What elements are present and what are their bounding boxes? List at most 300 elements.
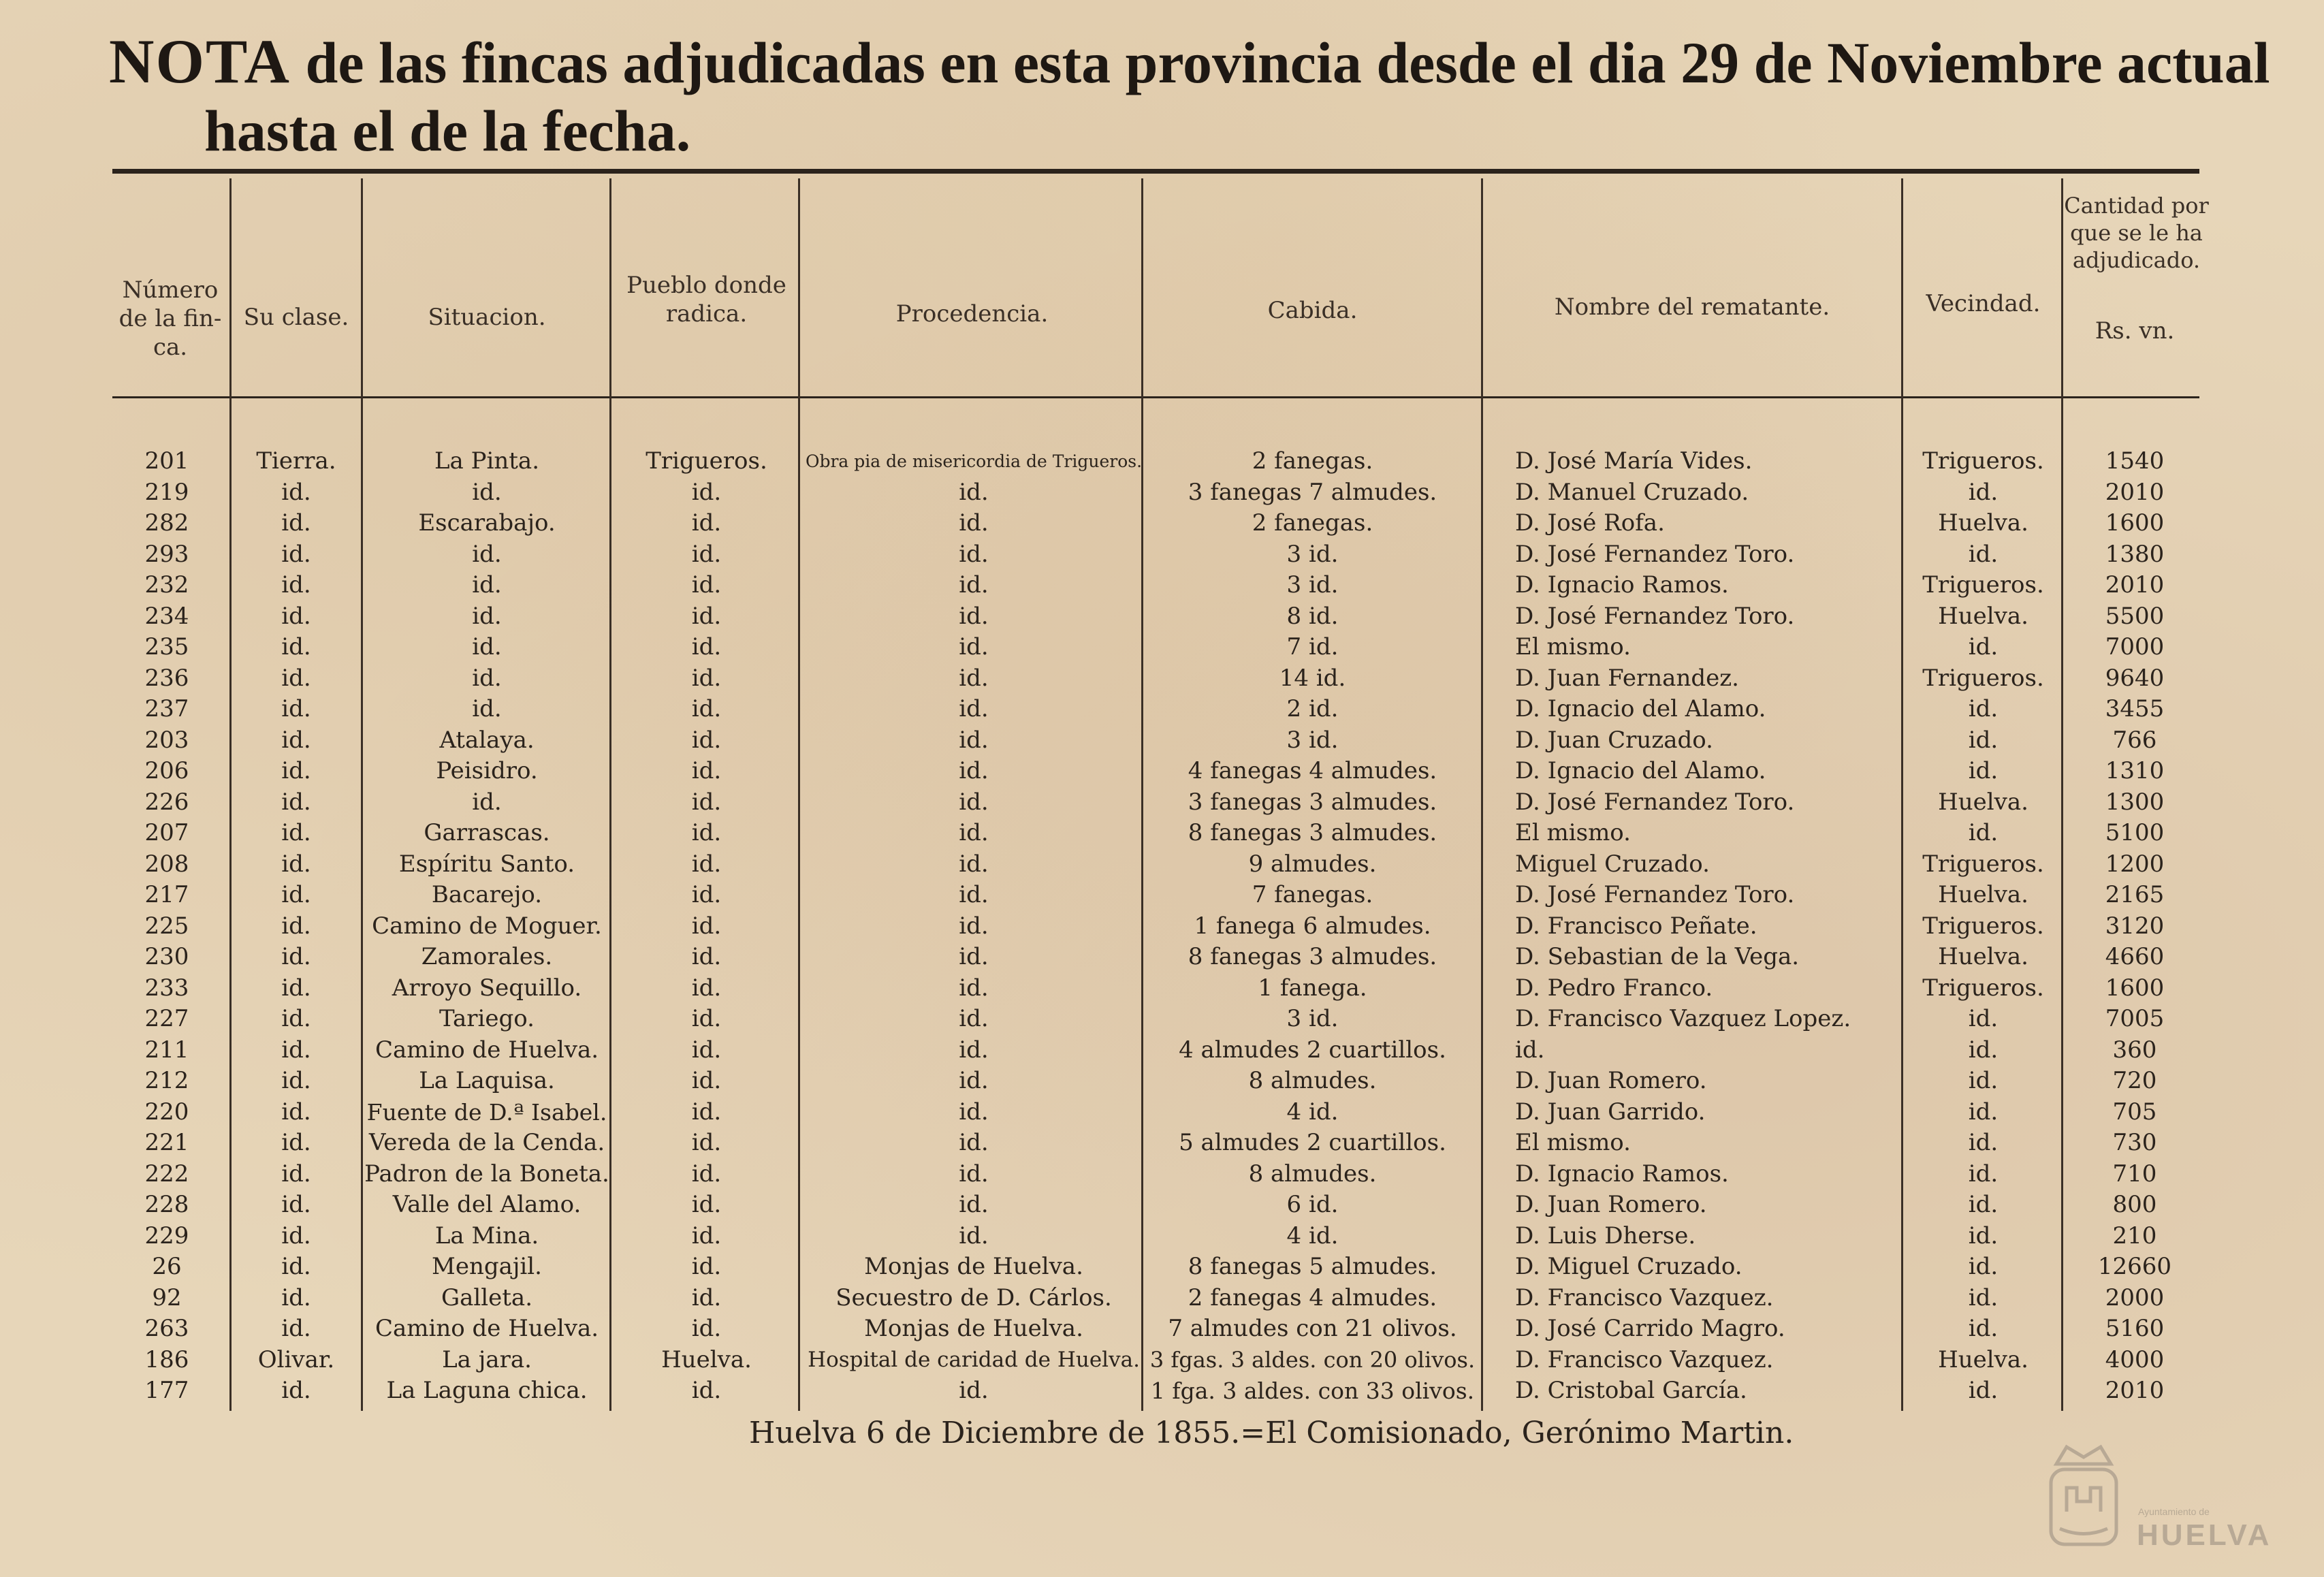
- finca-number: 293: [144, 540, 189, 568]
- finca-cantidad: 710: [2112, 1160, 2157, 1188]
- finca-number: 229: [144, 1222, 189, 1249]
- finca-number: 186: [144, 1345, 189, 1373]
- finca-clase: id.: [281, 695, 311, 722]
- finca-cantidad: 7000: [2105, 633, 2165, 660]
- finca-procedencia: id.: [959, 1129, 989, 1156]
- finca-cabida: 3 id.: [1286, 726, 1339, 754]
- finca-cantidad: 800: [2112, 1191, 2157, 1218]
- finca-number: 220: [144, 1098, 189, 1126]
- table-row: [0, 849, 2324, 880]
- finca-procedencia: id.: [959, 633, 989, 660]
- finca-cantidad: 5500: [2105, 602, 2165, 630]
- finca-situacion: Camino de Moguer.: [372, 912, 602, 940]
- finca-procedencia: id.: [959, 819, 989, 846]
- finca-number: 92: [152, 1284, 182, 1311]
- finca-situacion: Camino de Huelva.: [375, 1315, 599, 1342]
- finca-cantidad: 1310: [2105, 757, 2165, 784]
- finca-cantidad: 2010: [2105, 571, 2165, 599]
- finca-cabida: 4 fanegas 4 almudes.: [1188, 757, 1437, 784]
- finca-pueblo: id.: [691, 1067, 722, 1094]
- finca-clase: id.: [281, 1315, 311, 1342]
- finca-procedencia: id.: [959, 509, 989, 537]
- seal-small-text: Ayuntamiento de: [2138, 1506, 2210, 1517]
- finca-procedencia: id.: [959, 974, 989, 1002]
- finca-pueblo: id.: [691, 1222, 722, 1249]
- finca-cabida: 3 id.: [1286, 540, 1339, 568]
- finca-number: 263: [144, 1315, 189, 1342]
- finca-rematante: D. Juan Romero.: [1515, 1191, 1707, 1218]
- finca-situacion: Bacarejo.: [431, 881, 543, 908]
- finca-vecindad: Huelva.: [1938, 1345, 2028, 1373]
- finca-rematante: D. Francisco Peñate.: [1515, 912, 1757, 940]
- finca-cabida: 6 id.: [1286, 1191, 1339, 1218]
- table-row: [0, 1345, 2324, 1375]
- finca-procedencia: id.: [959, 1160, 989, 1188]
- finca-vecindad: Huelva.: [1938, 943, 2028, 970]
- finca-vecindad: Huelva.: [1938, 602, 2028, 630]
- finca-cantidad: 3120: [2105, 912, 2165, 940]
- table-row: [0, 1252, 2324, 1282]
- finca-number: 203: [144, 726, 189, 754]
- finca-pueblo: id.: [691, 1377, 722, 1404]
- finca-number: 236: [144, 664, 189, 692]
- finca-procedencia: id.: [959, 478, 989, 506]
- finca-situacion: La Pinta.: [434, 447, 540, 475]
- finca-number: 235: [144, 633, 189, 660]
- finca-procedencia: id.: [959, 1222, 989, 1249]
- finca-number: 226: [144, 788, 189, 816]
- finca-clase: Olivar.: [257, 1345, 335, 1373]
- finca-vecindad: Huelva.: [1938, 509, 2028, 537]
- finca-clase: id.: [281, 664, 311, 692]
- finca-vecindad: id.: [1968, 1377, 1999, 1404]
- header-bottom-rule: [112, 396, 2199, 398]
- table-row: [0, 942, 2324, 972]
- finca-cantidad: 2010: [2105, 1377, 2165, 1404]
- header-unidad: Rs. vn.: [2095, 317, 2175, 345]
- finca-rematante: D. Juan Romero.: [1515, 1067, 1707, 1094]
- finca-situacion: id.: [472, 602, 502, 630]
- finca-cabida: 7 fanegas.: [1252, 881, 1373, 908]
- finca-situacion: Vereda de la Cenda.: [368, 1129, 605, 1156]
- finca-number: 26: [152, 1253, 182, 1280]
- finca-pueblo: id.: [691, 695, 722, 722]
- finca-pueblo: id.: [691, 509, 722, 537]
- title-bold-word: NOTA: [109, 27, 291, 96]
- finca-rematante: D. Cristobal García.: [1515, 1377, 1747, 1404]
- finca-cantidad: 2010: [2105, 478, 2165, 506]
- finca-cabida: 3 fgas. 3 aldes. con 20 olivos.: [1149, 1346, 1476, 1373]
- header-situacion: Situacion.: [428, 304, 546, 331]
- finca-cantidad: 4660: [2105, 943, 2165, 970]
- header-numero: Número de la fin-ca.: [118, 276, 222, 361]
- finca-clase: id.: [281, 788, 311, 816]
- table-row: [0, 973, 2324, 1004]
- finca-procedencia: id.: [959, 664, 989, 692]
- finca-number: 219: [144, 478, 189, 506]
- finca-situacion: Espíritu Santo.: [398, 850, 575, 878]
- finca-number: 211: [144, 1036, 189, 1064]
- finca-cabida: 4 id.: [1286, 1222, 1339, 1249]
- finca-situacion: id.: [472, 695, 502, 722]
- finca-situacion: id.: [472, 540, 502, 568]
- finca-rematante: Miguel Cruzado.: [1515, 850, 1710, 878]
- finca-pueblo: id.: [691, 726, 722, 754]
- finca-clase: id.: [281, 974, 311, 1002]
- finca-rematante: D. José Fernandez Toro.: [1515, 602, 1795, 630]
- finca-rematante: D. José Carrido Magro.: [1515, 1315, 1785, 1342]
- finca-cabida: 2 fanegas.: [1252, 447, 1373, 475]
- finca-vecindad: id.: [1968, 1315, 1999, 1342]
- finca-cabida: 7 almudes con 21 olivos.: [1168, 1315, 1457, 1342]
- finca-procedencia: id.: [959, 726, 989, 754]
- finca-vecindad: Huelva.: [1938, 881, 2028, 908]
- finca-number: 233: [144, 974, 189, 1002]
- finca-situacion: Garrascas.: [424, 819, 550, 846]
- finca-pueblo: id.: [691, 1160, 722, 1188]
- finca-cabida: 8 fanegas 3 almudes.: [1188, 943, 1437, 970]
- finca-cabida: 4 id.: [1286, 1098, 1339, 1126]
- finca-cabida: 1 fanega.: [1258, 974, 1367, 1002]
- finca-clase: id.: [281, 1129, 311, 1156]
- finca-procedencia: id.: [959, 881, 989, 908]
- finca-pueblo: id.: [691, 1005, 722, 1032]
- finca-situacion: Fuente de D.ª Isabel.: [366, 1098, 607, 1126]
- finca-pueblo: id.: [691, 1036, 722, 1064]
- finca-number: 208: [144, 850, 189, 878]
- finca-rematante: El mismo.: [1515, 819, 1631, 846]
- finca-cantidad: 360: [2112, 1036, 2157, 1064]
- finca-rematante: D. Ignacio Ramos.: [1515, 571, 1729, 599]
- finca-rematante: D. Pedro Franco.: [1515, 974, 1713, 1002]
- finca-clase: id.: [281, 571, 311, 599]
- finca-cantidad: 1600: [2105, 974, 2165, 1002]
- finca-vecindad: Huelva.: [1938, 788, 2028, 816]
- finca-rematante: D. Juan Fernandez.: [1515, 664, 1739, 692]
- finca-situacion: La jara.: [442, 1345, 532, 1373]
- finca-cabida: 8 fanegas 5 almudes.: [1188, 1253, 1437, 1280]
- finca-cabida: 2 id.: [1286, 695, 1339, 722]
- finca-number: 225: [144, 912, 189, 940]
- finca-clase: id.: [281, 943, 311, 970]
- finca-number: 237: [144, 695, 189, 722]
- table-row: [0, 1313, 2324, 1344]
- finca-pueblo: id.: [691, 788, 722, 816]
- finca-cabida: 3 id.: [1286, 1005, 1339, 1032]
- finca-vecindad: id.: [1968, 1005, 1999, 1032]
- finca-pueblo: id.: [691, 943, 722, 970]
- finca-number: 232: [144, 571, 189, 599]
- finca-rematante: D. Luis Dherse.: [1515, 1222, 1696, 1249]
- header-procedencia: Procedencia.: [895, 300, 1049, 328]
- finca-cantidad: 720: [2112, 1067, 2157, 1094]
- finca-pueblo: id.: [691, 571, 722, 599]
- table-row: [0, 818, 2324, 848]
- finca-cantidad: 5100: [2105, 819, 2165, 846]
- finca-clase: id.: [281, 1284, 311, 1311]
- finca-vecindad: id.: [1968, 540, 1999, 568]
- finca-situacion: La Laguna chica.: [386, 1377, 588, 1404]
- finca-pueblo: id.: [691, 1284, 722, 1311]
- title-line-2: hasta el de la fecha.: [204, 98, 691, 163]
- finca-vecindad: id.: [1968, 1191, 1999, 1218]
- table-row: [0, 539, 2324, 570]
- finca-procedencia: id.: [959, 912, 989, 940]
- seal-big-text: HUELVA: [2137, 1518, 2272, 1552]
- finca-rematante: D. Francisco Vazquez.: [1515, 1284, 1774, 1311]
- table-row: [0, 1004, 2324, 1034]
- finca-pueblo: id.: [691, 912, 722, 940]
- header-nombre: Nombre del rematante.: [1554, 293, 1830, 321]
- table-row: [0, 508, 2324, 539]
- finca-number: 206: [144, 757, 189, 784]
- finca-pueblo: id.: [691, 1191, 722, 1218]
- finca-clase: id.: [281, 1377, 311, 1404]
- header-pueblo: Pueblo donde radica.: [626, 272, 786, 328]
- finca-procedencia: id.: [959, 571, 989, 599]
- finca-clase: id.: [281, 509, 311, 537]
- adjudications-table: [0, 446, 2324, 1427]
- finca-situacion: Escarabajo.: [418, 509, 556, 537]
- finca-pueblo: id.: [691, 540, 722, 568]
- finca-situacion: id.: [472, 478, 502, 506]
- finca-rematante: D. José Rofa.: [1515, 509, 1665, 537]
- finca-pueblo: id.: [691, 664, 722, 692]
- finca-number: 221: [144, 1129, 189, 1156]
- header-cantidad: Cantidad por que se le ha adjudicado.: [2064, 193, 2209, 273]
- table-row: [0, 601, 2324, 632]
- table-row: [0, 446, 2324, 477]
- finca-pueblo: id.: [691, 478, 722, 506]
- finca-clase: id.: [281, 1005, 311, 1032]
- finca-procedencia: id.: [959, 695, 989, 722]
- finca-vecindad: id.: [1968, 1036, 1999, 1064]
- finca-rematante: El mismo.: [1515, 633, 1631, 660]
- finca-number: 234: [144, 602, 189, 630]
- finca-pueblo: id.: [691, 1253, 722, 1280]
- finca-vecindad: id.: [1968, 1160, 1999, 1188]
- finca-cantidad: 7005: [2105, 1005, 2165, 1032]
- finca-pueblo: id.: [691, 602, 722, 630]
- finca-rematante: D. José Fernandez Toro.: [1515, 881, 1795, 908]
- finca-cabida: 14 id.: [1279, 664, 1346, 692]
- finca-clase: id.: [281, 1036, 311, 1064]
- finca-procedencia: Obra pia de misericordia de Trigueros.: [805, 451, 1143, 471]
- finca-cantidad: 1200: [2105, 850, 2165, 878]
- finca-rematante: D. Juan Garrido.: [1515, 1098, 1706, 1126]
- finca-cantidad: 210: [2112, 1222, 2157, 1249]
- finca-pueblo: id.: [691, 1098, 722, 1126]
- finca-cabida: 3 fanegas 7 almudes.: [1188, 478, 1437, 506]
- finca-situacion: Camino de Huelva.: [375, 1036, 599, 1064]
- table-row: [0, 1375, 2324, 1406]
- finca-rematante: D. Sebastian de la Vega.: [1515, 943, 1800, 970]
- finca-cantidad: 1540: [2105, 447, 2165, 475]
- table-row: [0, 1035, 2324, 1066]
- finca-pueblo: Trigueros.: [646, 447, 767, 475]
- finca-situacion: id.: [472, 571, 502, 599]
- finca-number: 230: [144, 943, 189, 970]
- title-line-1-rest: de las fincas adjudicadas en esta provincia desde el dia 29 de Noviembre actual: [290, 30, 2270, 95]
- finca-cantidad: 705: [2112, 1098, 2157, 1126]
- finca-cantidad: 4000: [2105, 1345, 2165, 1373]
- finca-vecindad: id.: [1968, 1129, 1999, 1156]
- finca-pueblo: Huelva.: [661, 1345, 752, 1373]
- finca-cabida: 2 fanegas 4 almudes.: [1188, 1284, 1437, 1311]
- title-line-1: [109, 27, 2270, 97]
- finca-number: 222: [144, 1160, 189, 1188]
- finca-clase: id.: [281, 478, 311, 506]
- finca-situacion: Valle del Alamo.: [392, 1191, 582, 1218]
- finca-rematante: D. José María Vides.: [1515, 447, 1753, 475]
- finca-cabida: 8 id.: [1286, 602, 1339, 630]
- finca-clase: Tierra.: [256, 447, 336, 475]
- finca-situacion: Peisidro.: [436, 757, 538, 784]
- finca-vecindad: Trigueros.: [1922, 447, 2044, 475]
- finca-clase: id.: [281, 633, 311, 660]
- finca-vecindad: id.: [1968, 757, 1999, 784]
- finca-cabida: 3 id.: [1286, 571, 1339, 599]
- finca-number: 228: [144, 1191, 189, 1218]
- finca-number: 227: [144, 1005, 189, 1032]
- finca-rematante: id.: [1515, 1036, 1545, 1064]
- finca-cantidad: 2165: [2105, 881, 2165, 908]
- finca-cabida: 2 fanegas.: [1252, 509, 1373, 537]
- finca-cabida: 1 fga. 3 aldes. con 33 olivos.: [1150, 1377, 1475, 1404]
- finca-pueblo: id.: [691, 850, 722, 878]
- finca-cantidad: 12660: [2097, 1253, 2172, 1280]
- finca-cabida: 3 fanegas 3 almudes.: [1188, 788, 1437, 816]
- finca-rematante: D. Ignacio Ramos.: [1515, 1160, 1729, 1188]
- table-row: [0, 1159, 2324, 1190]
- finca-vecindad: id.: [1968, 726, 1999, 754]
- finca-cabida: 7 id.: [1286, 633, 1339, 660]
- finca-vecindad: id.: [1968, 1284, 1999, 1311]
- finca-situacion: La Laquisa.: [419, 1067, 555, 1094]
- finca-vecindad: id.: [1968, 1067, 1999, 1094]
- finca-procedencia: id.: [959, 943, 989, 970]
- finca-vecindad: Trigueros.: [1922, 664, 2044, 692]
- finca-clase: id.: [281, 1067, 311, 1094]
- finca-procedencia: id.: [959, 757, 989, 784]
- table-row: [0, 1097, 2324, 1128]
- table-row: [0, 694, 2324, 724]
- finca-rematante: D. Juan Cruzado.: [1515, 726, 1713, 754]
- table-row: [0, 632, 2324, 663]
- finca-cantidad: 730: [2112, 1129, 2157, 1156]
- table-row: [0, 911, 2324, 942]
- finca-rematante: D. Ignacio del Alamo.: [1515, 695, 1766, 722]
- finca-clase: id.: [281, 881, 311, 908]
- finca-rematante: D. Manuel Cruzado.: [1515, 478, 1749, 506]
- finca-cantidad: 3455: [2105, 695, 2165, 722]
- finca-clase: id.: [281, 1160, 311, 1188]
- finca-situacion: Arroyo Sequillo.: [392, 974, 582, 1002]
- table-row: [0, 880, 2324, 910]
- finca-situacion: Padron de la Boneta.: [364, 1160, 609, 1188]
- finca-rematante: D. Ignacio del Alamo.: [1515, 757, 1766, 784]
- finca-cabida: 8 fanegas 3 almudes.: [1188, 819, 1437, 846]
- finca-procedencia: Monjas de Huelva.: [864, 1315, 1083, 1342]
- table-row: [0, 1128, 2324, 1158]
- finca-procedencia: id.: [959, 1005, 989, 1032]
- finca-cabida: 9 almudes.: [1248, 850, 1377, 878]
- finca-situacion: id.: [472, 788, 502, 816]
- finca-cantidad: 1300: [2105, 788, 2165, 816]
- table-row: [0, 1190, 2324, 1220]
- finca-rematante: D. Francisco Vazquez.: [1515, 1345, 1774, 1373]
- finca-clase: id.: [281, 1098, 311, 1126]
- finca-cantidad: 1600: [2105, 509, 2165, 537]
- finca-pueblo: id.: [691, 757, 722, 784]
- finca-vecindad: id.: [1968, 1098, 1999, 1126]
- finca-cabida: 5 almudes 2 cuartillos.: [1179, 1129, 1446, 1156]
- finca-procedencia: id.: [959, 1191, 989, 1218]
- finca-clase: id.: [281, 819, 311, 846]
- finca-clase: id.: [281, 602, 311, 630]
- finca-number: 212: [144, 1067, 189, 1094]
- finca-procedencia: id.: [959, 1377, 989, 1404]
- finca-pueblo: id.: [691, 974, 722, 1002]
- finca-number: 217: [144, 881, 189, 908]
- finca-clase: id.: [281, 757, 311, 784]
- table-row: [0, 787, 2324, 818]
- finca-rematante: D. José Fernandez Toro.: [1515, 540, 1795, 568]
- finca-clase: id.: [281, 540, 311, 568]
- finca-cantidad: 9640: [2105, 664, 2165, 692]
- finca-situacion: Zamorales.: [421, 943, 553, 970]
- finca-procedencia: id.: [959, 602, 989, 630]
- top-rule: [112, 169, 2199, 174]
- finca-pueblo: id.: [691, 1129, 722, 1156]
- table-row: [0, 1283, 2324, 1313]
- finca-clase: id.: [281, 1253, 311, 1280]
- finca-situacion: id.: [472, 633, 502, 660]
- finca-situacion: Atalaya.: [439, 726, 535, 754]
- table-row: [0, 1066, 2324, 1096]
- finca-vecindad: id.: [1968, 819, 1999, 846]
- finca-clase: id.: [281, 726, 311, 754]
- finca-pueblo: id.: [691, 881, 722, 908]
- finca-cabida: 8 almudes.: [1248, 1160, 1377, 1188]
- finca-procedencia: id.: [959, 1036, 989, 1064]
- finca-cantidad: 2000: [2105, 1284, 2165, 1311]
- header-clase: Su clase.: [243, 304, 349, 331]
- finca-situacion: Tariego.: [439, 1005, 535, 1032]
- table-row: [0, 663, 2324, 694]
- finca-cantidad: 1380: [2105, 540, 2165, 568]
- finca-cantidad: 766: [2112, 726, 2157, 754]
- finca-cabida: 1 fanega 6 almudes.: [1194, 912, 1431, 940]
- finca-vecindad: Trigueros.: [1922, 974, 2044, 1002]
- finca-vecindad: id.: [1968, 695, 1999, 722]
- finca-vecindad: id.: [1968, 478, 1999, 506]
- finca-vecindad: Trigueros.: [1922, 912, 2044, 940]
- finca-procedencia: Secuestro de D. Cárlos.: [835, 1284, 1112, 1311]
- finca-vecindad: id.: [1968, 1253, 1999, 1280]
- document-title: [109, 27, 2270, 165]
- finca-procedencia: id.: [959, 1067, 989, 1094]
- city-seal: [2036, 1437, 2281, 1566]
- finca-clase: id.: [281, 1222, 311, 1249]
- finca-rematante: D. José Fernandez Toro.: [1515, 788, 1795, 816]
- finca-cantidad: 5160: [2105, 1315, 2165, 1342]
- finca-rematante: D. Francisco Vazquez Lopez.: [1515, 1005, 1851, 1032]
- finca-clase: id.: [281, 850, 311, 878]
- finca-vecindad: Trigueros.: [1922, 571, 2044, 599]
- finca-procedencia: id.: [959, 1098, 989, 1126]
- finca-cabida: 4 almudes 2 cuartillos.: [1179, 1036, 1446, 1064]
